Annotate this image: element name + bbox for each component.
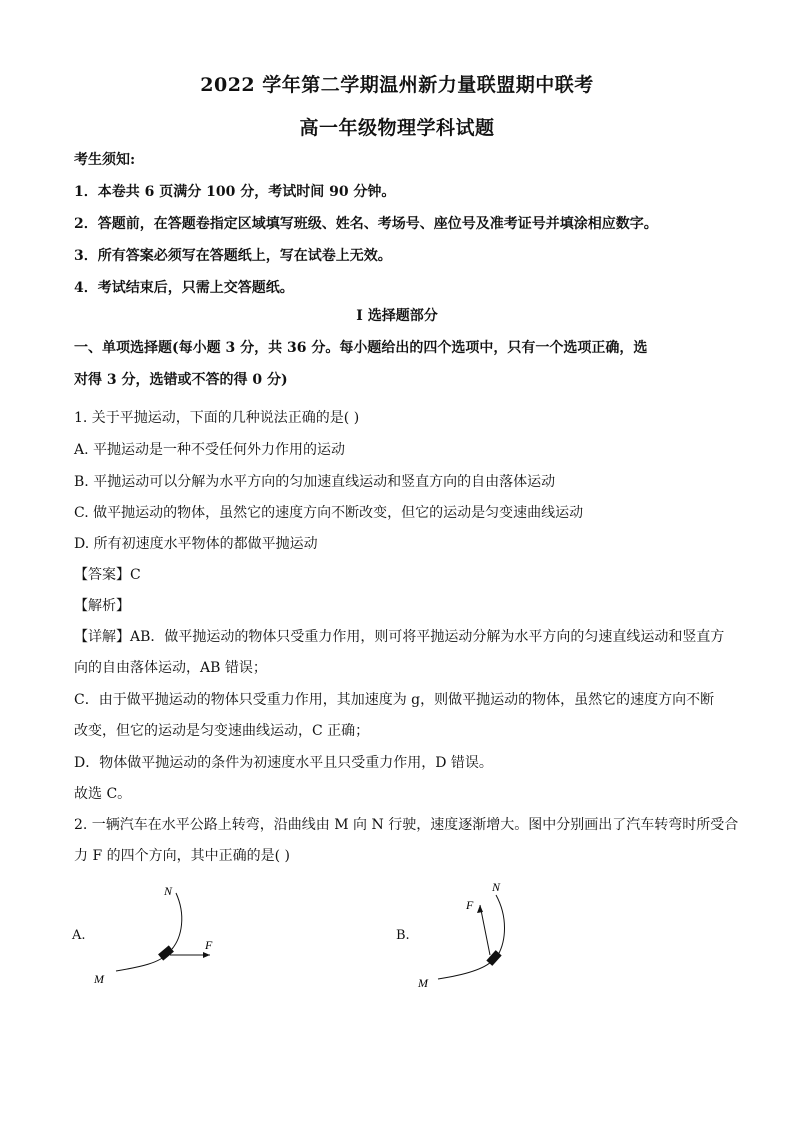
q1-analysis-6: 故选 C。 xyxy=(74,786,132,802)
force-arrow xyxy=(480,905,490,955)
curve-lower xyxy=(438,961,492,979)
label-f: F xyxy=(205,938,213,952)
q1-option-d: D. 所有初速度水平物体的都做平抛运动 xyxy=(74,536,318,552)
label-f: F xyxy=(466,898,474,912)
q2-option-a-label: A. xyxy=(72,928,86,943)
car-icon xyxy=(158,945,174,960)
arrow-head-icon xyxy=(203,952,210,958)
q2-option-b-diagram xyxy=(410,875,560,995)
q2-stem-2: 力 F 的四个方向，其中正确的是( ) xyxy=(74,848,290,864)
exam-title: 2022 学年第二学期温州新力量联盟期中联考 xyxy=(200,74,594,96)
notice-item-4: 4．考试结束后，只需上交答题纸。 xyxy=(74,280,294,296)
q1-analysis-3: C．由于做平抛运动的物体只受重力作用，其加速度为 g，则做平抛运动的物体，虽然它的速度方向不断 xyxy=(74,692,715,708)
section-instructions-2: 对得 3 分，选错或不答的得 0 分) xyxy=(74,372,288,388)
q1-analysis-4: 改变，但它的运动是匀变速曲线运动，C 正确； xyxy=(74,723,370,739)
q1-analysis-label: 【解析】 xyxy=(74,598,130,614)
notice-item-3: 3．所有答案必须写在答题纸上，写在试卷上无效。 xyxy=(74,248,392,264)
section-instructions-1: 一、单项选择题(每小题 3 分，共 36 分。每小题给出的四个选项中，只有一个选项正确，选 xyxy=(74,340,648,356)
notice-item-1: 1．本卷共 6 页满分 100 分，考试时间 90 分钟。 xyxy=(74,184,396,200)
section-title: Ⅰ 选择题部分 xyxy=(356,308,438,324)
curve-upper xyxy=(496,895,505,955)
curve-upper xyxy=(172,893,182,949)
label-n: N xyxy=(164,884,173,898)
q1-option-a: A. 平抛运动是一种不受任何外力作用的运动 xyxy=(74,442,346,458)
q1-option-b: B. 平抛运动可以分解为水平方向的匀加速直线运动和竖直方向的自由落体运动 xyxy=(74,474,556,490)
label-m: M xyxy=(94,972,104,986)
arrow-head-icon xyxy=(477,905,483,913)
q1-answer: 【答案】C xyxy=(74,567,141,583)
exam-subtitle: 高一年级物理学科试题 xyxy=(299,117,495,139)
label-n: N xyxy=(492,880,501,894)
notice-heading: 考生须知: xyxy=(74,152,136,168)
q1-analysis-1: 【详解】AB．做平抛运动的物体只受重力作用，则可将平抛运动分解为水平方向的匀速直线运动和竖直方 xyxy=(74,629,725,645)
q2-option-a-diagram xyxy=(90,875,240,995)
q1-option-c: C. 做平抛运动的物体，虽然它的速度方向不断改变，但它的运动是匀变速曲线运动 xyxy=(74,505,584,521)
q2-stem-1: 2. 一辆汽车在水平公路上转弯，沿曲线由 M 向 N 行驶，速度逐渐增大。图中分别画出了汽车转弯时所受合 xyxy=(74,817,739,833)
q1-analysis-5: D．物体做平抛运动的条件为初速度水平且只受重力作用，D 错误。 xyxy=(74,755,493,771)
label-m: M xyxy=(418,976,428,990)
q2-option-b-label: B. xyxy=(396,928,410,943)
q1-stem: 1. 关于平抛运动，下面的几种说法正确的是( ) xyxy=(74,410,360,426)
q1-analysis-2: 向的自由落体运动，AB 错误； xyxy=(74,660,267,676)
notice-item-2: 2．答题前，在答题卷指定区域填写班级、姓名、考场号、座位号及准考证号并填涂相应数字。 xyxy=(74,216,658,232)
